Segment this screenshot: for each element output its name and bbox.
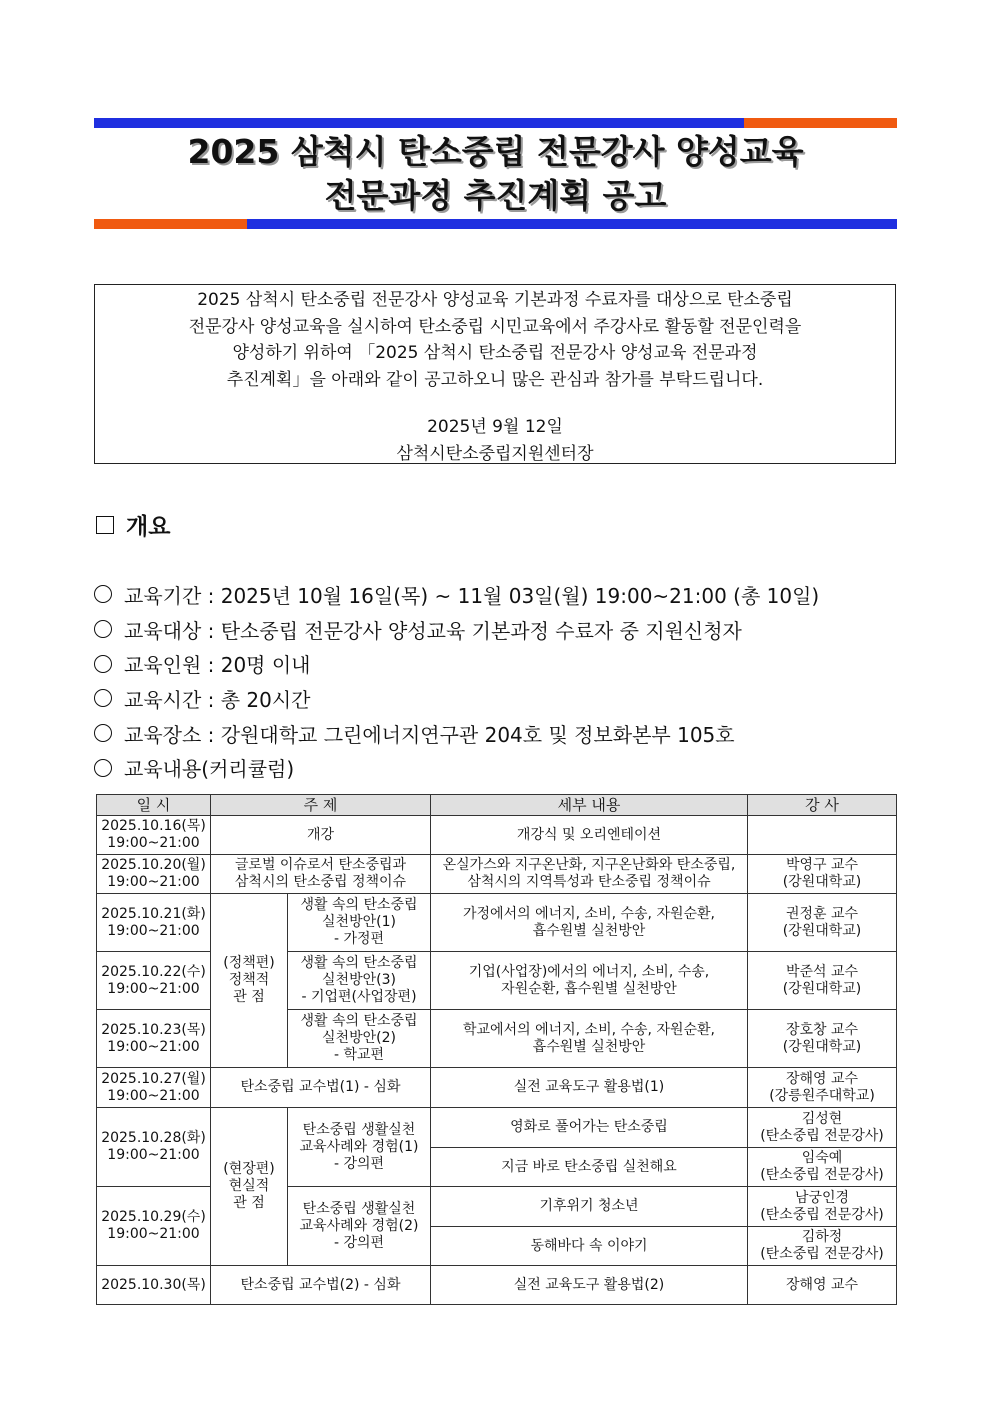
cell-topic: 탄소중립 교수법(1) - 심화 <box>211 1068 431 1108</box>
cell-detail: 가정에서의 에너지, 소비, 수송, 자원순환, 흡수원별 실천방안 <box>431 894 748 952</box>
cell-date: 2025.10.27(월) 19:00~21:00 <box>97 1068 211 1108</box>
cell-topic: 생활 속의 탄소중립 실천방안(3) - 기업편(사업장편) <box>288 952 431 1010</box>
cell-category-policy: (정책편) 정책적 관 점 <box>211 894 288 1068</box>
cell-lecturer: 장호창 교수 (강원대학교) <box>748 1010 897 1068</box>
notice-box <box>94 284 896 464</box>
table-row <box>97 855 897 894</box>
table-row <box>97 1068 897 1108</box>
cell-detail: 온실가스와 지구온난화, 지구온난화와 탄소중립, 삼척시의 지역특성과 탄소중립 정책이슈 <box>431 855 748 894</box>
bar-orange-segment <box>744 118 897 128</box>
cell-detail: 기업(사업장)에서의 에너지, 소비, 수송, 자원순환, 흡수원별 실천방안 <box>431 952 748 1010</box>
overview-item-venue <box>94 716 819 751</box>
table-row <box>97 1108 897 1148</box>
overview-item-headcount <box>94 646 819 681</box>
cell-topic: 글로벌 이슈로서 탄소중립과 삼척시의 탄소중립 정책이슈 <box>211 855 431 894</box>
table-row <box>97 894 897 952</box>
cell-date: 2025.10.29(수) 19:00~21:00 <box>97 1187 211 1266</box>
cell-detail: 기후위기 청소년 <box>431 1187 748 1227</box>
cell-lecturer: 김성현 (탄소중립 전문강사) <box>748 1108 897 1148</box>
overview-item-period <box>94 577 819 612</box>
notice-date: 2025년 9월 12일 <box>427 417 563 437</box>
cell-detail: 학교에서의 에너지, 소비, 수송, 자원순환, 흡수원별 실천방안 <box>431 1010 748 1068</box>
cell-topic: 탄소중립 교수법(2) - 심화 <box>211 1266 431 1305</box>
cell-date: 2025.10.20(월) 19:00~21:00 <box>97 855 211 894</box>
header-lecturer: 강 사 <box>748 795 897 816</box>
overview-item-hours <box>94 681 819 716</box>
header-date: 일 시 <box>97 795 211 816</box>
cell-detail: 실전 교육도구 활용법(1) <box>431 1068 748 1108</box>
title-line-1: 2025 삼척시 탄소중립 전문강사 양성교육 <box>187 131 804 171</box>
cell-date: 2025.10.22(수) 19:00~21:00 <box>97 952 211 1010</box>
circle-bullet-icon <box>94 724 112 742</box>
header-detail: 세부 내용 <box>431 795 748 816</box>
overview-item-text: 교육인원 : 20명 이내 <box>124 653 311 678</box>
overview-item-text: 교육대상 : 탄소중립 전문강사 양성교육 기본과정 수료자 중 지원신청자 <box>124 618 742 643</box>
cell-topic: 개강 <box>211 816 431 855</box>
cell-lecturer: 박영구 교수 (강원대학교) <box>748 855 897 894</box>
overview-item-text: 교육기간 : 2025년 10월 16일(목) ~ 11월 03일(월) 19:00~21:00 (총 10일) <box>124 583 820 608</box>
table-header-row <box>97 795 897 816</box>
overview-list <box>94 577 819 785</box>
title-top-bar <box>94 118 897 128</box>
cell-topic: 생활 속의 탄소중립 실천방안(1) - 가정편 <box>288 894 431 952</box>
bar-blue-segment <box>94 118 744 128</box>
notice-line-3: 양성하기 위하여 「2025 삼척시 탄소중립 전문강사 양성교육 전문과정 <box>232 343 758 363</box>
cell-date: 2025.10.28(화) 19:00~21:00 <box>97 1108 211 1187</box>
circle-bullet-icon <box>94 620 112 638</box>
cell-lecturer: 김하정 (탄소중립 전문강사) <box>748 1227 897 1266</box>
bar-orange-segment <box>94 219 247 229</box>
cell-topic: 탄소중립 생활실천 교육사례와 경험(2) - 강의편 <box>288 1187 431 1266</box>
cell-date: 2025.10.30(목) <box>97 1266 211 1305</box>
cell-detail: 지금 바로 탄소중립 실천해요 <box>431 1148 748 1187</box>
cell-lecturer <box>748 816 897 855</box>
header-topic: 주 제 <box>211 795 431 816</box>
square-bullet-icon <box>96 516 114 534</box>
notice-line-4: 추진계획」을 아래와 같이 공고하오니 많은 관심과 참가를 부탁드립니다. <box>226 369 764 390</box>
section-title: 개요 <box>126 514 171 540</box>
cell-lecturer: 남궁인경 (탄소중립 전문강사) <box>748 1187 897 1227</box>
cell-detail: 개강식 및 오리엔테이션 <box>431 816 748 855</box>
table-row <box>97 816 897 855</box>
bar-blue-segment <box>247 219 897 229</box>
circle-bullet-icon <box>94 689 112 707</box>
title-line-2: 전문과정 추진계획 공고 <box>324 175 667 215</box>
overview-item-curriculum <box>94 750 819 785</box>
overview-item-text: 교육장소 : 강원대학교 그린에너지연구관 204호 및 정보화본부 105호 <box>124 722 735 747</box>
overview-item-text: 교육시간 : 총 20시간 <box>124 687 311 712</box>
section-heading <box>96 508 170 541</box>
title-bottom-bar <box>94 219 897 229</box>
cell-date: 2025.10.16(목) 19:00~21:00 <box>97 816 211 855</box>
cell-detail: 동해바다 속 이야기 <box>431 1227 748 1266</box>
cell-date: 2025.10.21(화) 19:00~21:00 <box>97 894 211 952</box>
cell-lecturer: 임숙예 (탄소중립 전문강사) <box>748 1148 897 1187</box>
curriculum-table <box>96 794 897 1305</box>
circle-bullet-icon <box>94 759 112 777</box>
notice-line-2: 전문강사 양성교육을 실시하여 탄소중립 시민교육에서 주강사로 활동할 전문인력을 <box>188 316 802 337</box>
cell-lecturer: 장해영 교수 <box>748 1266 897 1305</box>
notice-line-1: 2025 삼척시 탄소중립 전문강사 양성교육 기본과정 수료자를 대상으로 탄소중립 <box>197 290 793 310</box>
overview-item-text: 교육내용(커리큘럼) <box>124 757 295 782</box>
cell-detail: 영화로 풀어가는 탄소중립 <box>431 1108 748 1148</box>
circle-bullet-icon <box>94 655 112 673</box>
cell-lecturer: 권정훈 교수 (강원대학교) <box>748 894 897 952</box>
circle-bullet-icon <box>94 585 112 603</box>
cell-topic: 탄소중립 생활실천 교육사례와 경험(1) - 강의편 <box>288 1108 431 1187</box>
cell-detail: 실전 교육도구 활용법(2) <box>431 1266 748 1305</box>
cell-lecturer: 박준석 교수 (강원대학교) <box>748 952 897 1010</box>
notice-signer: 삼척시탄소중립지원센터장 <box>396 443 594 464</box>
table-row <box>97 1266 897 1305</box>
page-title <box>94 128 897 219</box>
overview-item-target <box>94 612 819 647</box>
cell-topic: 생활 속의 탄소중립 실천방안(2) - 학교편 <box>288 1010 431 1068</box>
cell-date: 2025.10.23(목) 19:00~21:00 <box>97 1010 211 1068</box>
cell-lecturer: 장해영 교수 (강릉원주대학교) <box>748 1068 897 1108</box>
cell-category-field: (현장편) 현실적 관 점 <box>211 1108 288 1266</box>
